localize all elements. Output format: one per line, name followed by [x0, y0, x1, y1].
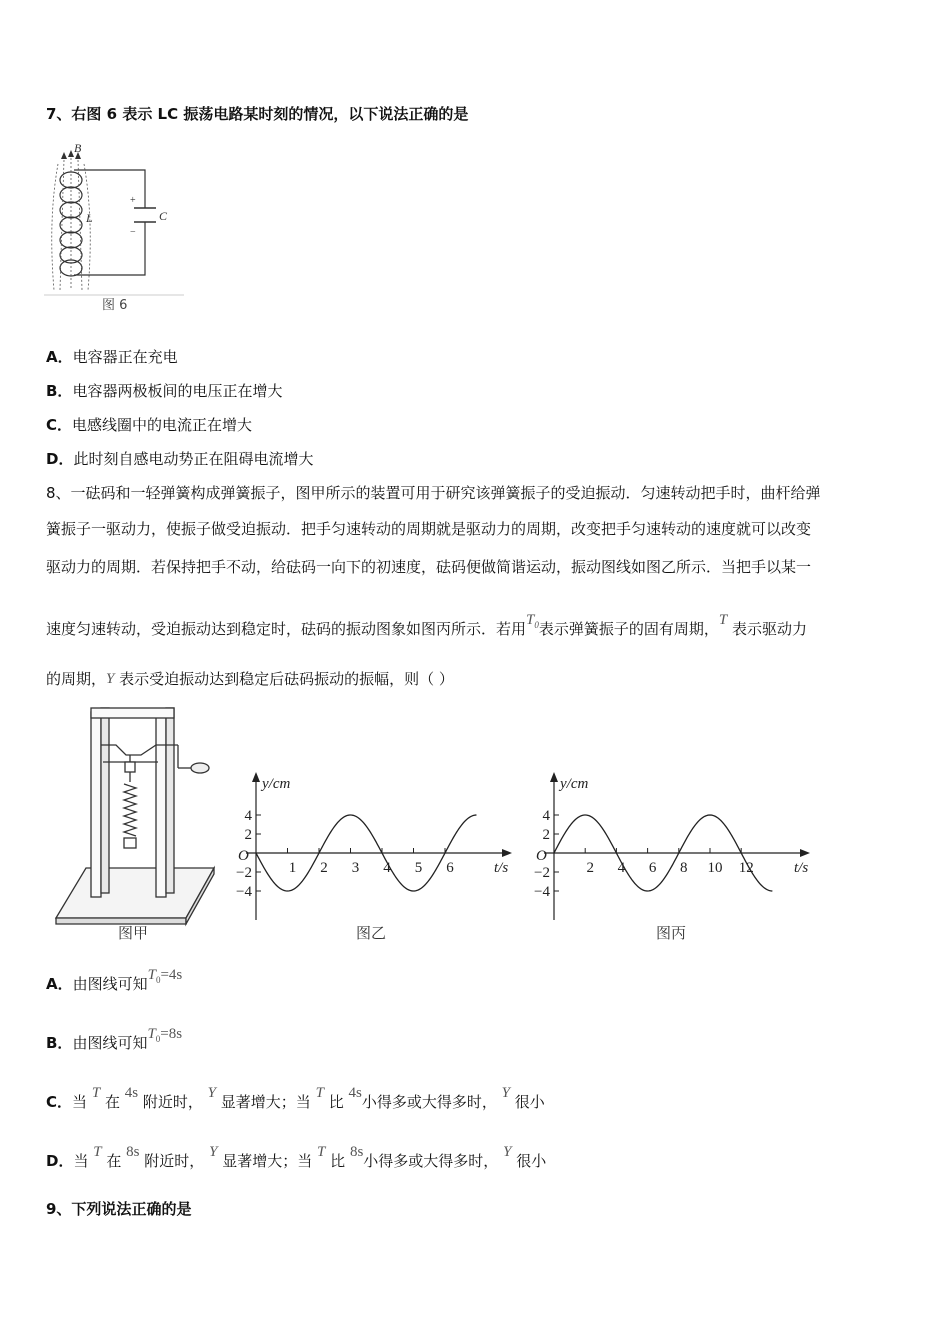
option-text: 由图线可知 [72, 975, 148, 993]
value: =8s [160, 1026, 183, 1042]
q8-figures [46, 700, 826, 950]
text: 当 [73, 1152, 89, 1170]
option-text: 电容器两极板间的电压正在增大 [72, 382, 283, 400]
q7-title: 7、右图 6 表示 LC 振荡电路某时刻的情况，以下说法正确的是 [46, 105, 469, 123]
var-t0: $T^0$ [526, 612, 539, 630]
value: 4s [348, 1085, 362, 1101]
text: 的周期， [46, 670, 107, 688]
y-tick-label: 4 [244, 808, 252, 824]
label-c: C [159, 209, 168, 223]
x-tick-label: 2 [320, 860, 328, 876]
ylabel-yi: y/cm [262, 776, 291, 792]
text: 小得多或大得多时， [363, 1152, 499, 1170]
var-t: T [93, 1144, 102, 1160]
y-tick-label: 2 [244, 827, 252, 843]
q7-option-c [46, 414, 252, 435]
y-tick-label: −4 [534, 884, 550, 900]
option-letter: D． [46, 450, 74, 468]
q8-line-2: 簧振子一驱动力，使振子做受迫振动．把手匀速转动的周期就是驱动力的周期，改变把手匀速转动的速度就可以改变 [46, 520, 812, 538]
option-text: 电感线圈中的电流正在增大 [72, 416, 253, 434]
ylabel-bing: y/cm [560, 776, 589, 792]
value: =4s [160, 967, 183, 983]
text: 速度匀速转动，受迫振动达到稳定时，砝码的振动图象如图丙所示．若用 [46, 620, 527, 638]
origin-yi: O [238, 848, 249, 864]
svg-text:y/cm [558, 776, 588, 792]
var-t: T [718, 612, 728, 628]
text: 附近时， [142, 1093, 203, 1111]
value: 4s [124, 1085, 139, 1101]
value: 8s [349, 1144, 364, 1160]
q8-line-5 [46, 668, 454, 689]
option-text: 电容器正在充电 [72, 348, 178, 366]
option-letter: A． [46, 348, 73, 366]
q7-option-d [46, 448, 313, 469]
x-tick-label: 2 [586, 860, 594, 876]
text: 当 [72, 1093, 88, 1111]
var-y: Y [207, 1085, 216, 1101]
x-tick-label: 1 [288, 860, 297, 876]
option-letter: B． [46, 382, 73, 400]
chart-bing [534, 772, 810, 920]
text: 表示弹簧振子的固有周期， [538, 620, 719, 638]
text: 表示驱动力 [732, 620, 808, 638]
cap-plus: + [130, 195, 136, 206]
q8-line-3: 驱动力的周期．若保持把手不动，给砝码一向下的初速度，砝码便做简谐运动，振动图线如图乙所示．当把手以某一 [46, 558, 812, 576]
var-t: T [91, 1085, 101, 1101]
text: 在 [106, 1152, 122, 1170]
text: 很小 [514, 1093, 545, 1111]
magnetic-field-lines [52, 158, 91, 290]
q7-option-a [46, 346, 178, 367]
q7-option-b [46, 380, 282, 401]
var-y: Y [106, 671, 115, 687]
q8-option-c [46, 1085, 545, 1112]
q9-title: 9、下列说法正确的是 [46, 1200, 192, 1218]
q8-line-4 [46, 612, 808, 639]
option-letter: D． [46, 1152, 74, 1170]
caption-jia: 图甲 [118, 924, 149, 942]
text: 显著增大；当 [222, 1152, 313, 1170]
y-tick-label: −2 [236, 865, 252, 881]
y-tick-label: −2 [534, 865, 550, 881]
subscript: 0 [155, 1034, 161, 1044]
var-y: Y [501, 1085, 510, 1101]
value: 8s [126, 1144, 140, 1160]
chart-yi [236, 772, 512, 920]
x-tick-label: 8 [680, 860, 688, 876]
x-tick-label: 4 [383, 860, 391, 876]
text: 显著增大；当 [220, 1093, 311, 1111]
text: 很小 [516, 1152, 547, 1170]
xlabel-bing: t/s [794, 860, 809, 876]
option-text: 此时刻自感电动势正在阻碍电流增大 [73, 450, 314, 468]
label-b: B [74, 141, 82, 155]
x-tick-label: 5 [414, 860, 423, 876]
y-tick-label: −4 [236, 884, 252, 900]
caption-yi: 图乙 [356, 924, 387, 942]
text: 比 [330, 1152, 346, 1170]
q8-option-b [46, 1026, 183, 1053]
figure-6-caption: 图 6 [102, 298, 128, 313]
cap-minus: − [130, 227, 136, 238]
var-t: T [147, 967, 156, 983]
text: 比 [328, 1093, 344, 1111]
option-letter: C． [46, 416, 73, 434]
option-letter: A． [46, 975, 73, 993]
label-l: L [86, 211, 93, 225]
x-tick-label: 6 [648, 860, 657, 876]
y-tick-label: 4 [542, 808, 550, 824]
var-t: T [147, 1026, 156, 1042]
option-letter: C． [46, 1093, 73, 1111]
var-y: Y [209, 1144, 218, 1160]
xlabel-yi: t/s [494, 860, 509, 876]
var-y: Y [503, 1144, 512, 1160]
y-tick-label: 2 [542, 827, 550, 843]
text: 在 [104, 1093, 120, 1111]
origin-bing: O [536, 848, 547, 864]
option-letter: B． [46, 1034, 73, 1052]
q8-line-1: 8、一砝码和一轻弹簧构成弹簧振子，图甲所示的装置可用于研究该弹簧振子的受迫振动．匀速转动把手时，曲杆给弹 [46, 484, 821, 502]
apparatus-figure [56, 708, 214, 924]
x-tick-label: 12 [738, 860, 754, 876]
subscript: 0 [155, 975, 161, 985]
text: 小得多或大得多时， [361, 1093, 497, 1111]
q8-option-a [46, 967, 183, 994]
x-tick-label: 4 [617, 860, 626, 876]
q8-option-d [46, 1144, 547, 1171]
caption-bing: 图丙 [656, 924, 687, 942]
x-tick-label: 6 [446, 860, 454, 876]
svg-text:y/cm [260, 776, 290, 792]
x-tick-label: 3 [351, 860, 360, 876]
text: 表示受迫振动达到稳定后砝码振动的振幅，则（ ） [119, 670, 454, 688]
lc-circuit-figure [44, 140, 189, 315]
option-text: 由图线可知 [72, 1034, 148, 1052]
var-t: T [317, 1144, 326, 1160]
var-t: T [315, 1085, 324, 1101]
x-tick-label: 10 [707, 860, 723, 876]
text: 附近时， [144, 1152, 205, 1170]
